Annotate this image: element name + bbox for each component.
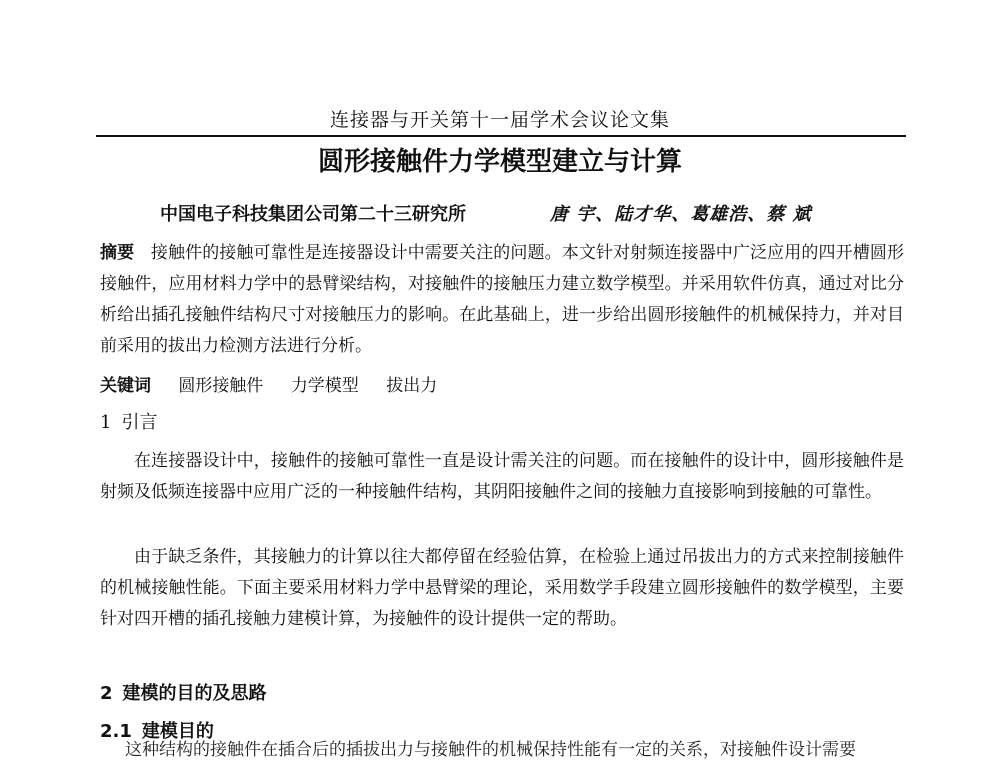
running-header: 连接器与开关第十一届学术会议论文集: [329, 109, 670, 131]
keyword-item: 力学模型: [290, 376, 359, 396]
abstract-label: 摘要: [100, 243, 135, 263]
body-paragraph: 在连接器设计中，接触件的接触可靠性一直是设计需关注的问题。而在接触件的设计中，圆形接触件是射频及低频连接器中应用广泛的一种接触件结构，其阴阳接触件之间的接触力直接影响到接触的可靠性。: [100, 451, 904, 502]
header-rule: [96, 135, 906, 137]
abstract: [100, 238, 904, 362]
section-2-heading: [100, 678, 267, 709]
abstract-text: 接触件的接触可靠性是连接器设计中需要关注的问题。本文针对射频连接器中广泛应用的四开槽圆形接触件，应用材料力学中的悬臂梁结构，对接触件的接触压力建立数学模型。并采用软件仿真，通过对比分析给出插孔接触件结构尺寸对接触压力的影响。在此基础上，进一步给出圆形接触件的机械保持力，并对目前采用的拔出力检测方法进行分析。: [100, 243, 905, 356]
section-title: 建模目的: [141, 721, 214, 742]
cut-off-text-line: [125, 740, 885, 760]
section-title: 引言: [121, 412, 158, 433]
keyword-item: 圆形接触件: [178, 376, 264, 396]
section-number: 2.1: [100, 721, 132, 742]
author-affiliation: 中国电子科技集团公司第二十三研究所: [160, 204, 466, 225]
keywords-label: 关键词: [100, 376, 151, 396]
body-paragraph: 由于缺乏条件，其接触力的计算以往大都停留在经验估算，在检验上通过吊拔出力的方式来控制接触件的机械接触性能。下面主要采用材料力学中悬臂梁的理论，采用数学手段建立圆形接触件的数学模型，主要针对四开槽的插孔接触力建模计算，为接触件的设计提供一定的帮助。: [100, 547, 904, 629]
keywords: [100, 371, 437, 402]
keyword-item: 拔出力: [386, 376, 438, 396]
paper-title: 圆形接触件力学模型建立与计算: [317, 147, 682, 177]
cut-off-text: 这种结构的接触件在插合后的插拔出力与接触件的机械保持性能有一定的关系，对接触件设计需要: [125, 740, 856, 760]
author-names: 唐 宇、陆才华、葛雄浩、蔡 斌: [550, 204, 812, 225]
section-1-heading: [100, 407, 157, 438]
section-number: 2: [100, 683, 113, 704]
section-title: 建模的目的及思路: [122, 683, 267, 704]
section-number: 1: [100, 412, 112, 433]
